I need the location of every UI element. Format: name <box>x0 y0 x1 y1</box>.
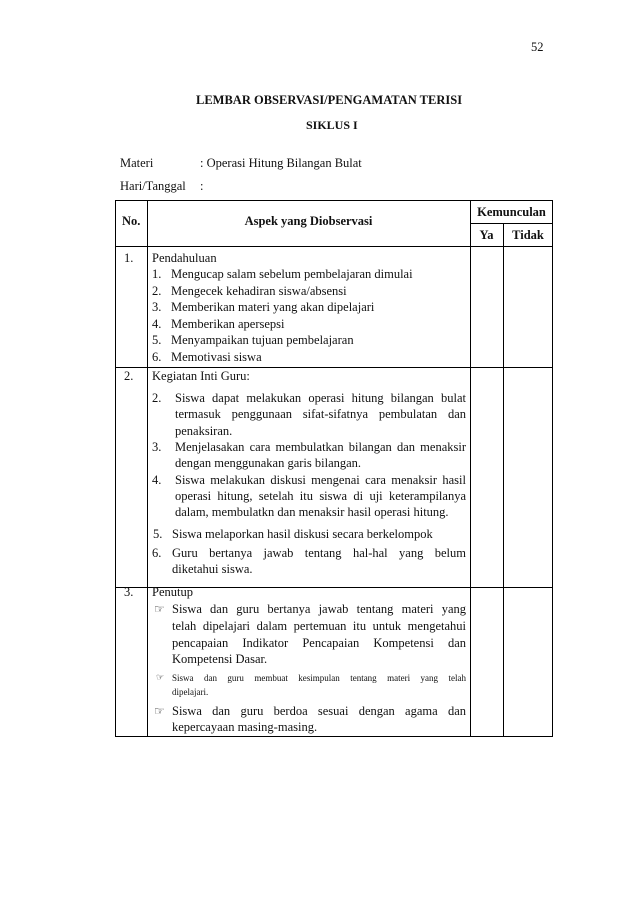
pointing-hand-icon <box>154 601 165 617</box>
item-text-line: diketahui siswa. <box>172 562 253 576</box>
column-divider <box>503 223 504 737</box>
item-text-line: pencapaian Indikator Pencapaian Kompetensi dan <box>172 636 466 650</box>
item-text-line: Siswa dan guru membuat kesimpulan tentang materi yang telah <box>172 673 466 683</box>
item-text-line: Menjelasakan cara membulatkan bilangan dan menaksir <box>175 440 466 454</box>
item-text-line: Kompetensi Dasar. <box>172 652 268 666</box>
section-heading: Kegiatan Inti Guru: <box>152 369 250 383</box>
item-text-line: Siswa melaporkan hasil diskusi secara berkelompok <box>172 527 433 541</box>
page-subtitle: SIKLUS I <box>306 118 358 132</box>
page-number: 52 <box>531 40 544 54</box>
item-number: 2. <box>152 391 162 405</box>
item-text-line: dipelajari. <box>172 687 209 697</box>
materi-label: Materi <box>120 156 154 170</box>
date-label: Hari/Tanggal <box>120 179 186 193</box>
date-value: : <box>200 179 204 193</box>
item-number: 2. <box>152 284 162 298</box>
item-number: 6. <box>152 546 162 560</box>
item-text-line: Memotivasi siswa <box>171 350 262 364</box>
item-number: 6. <box>152 350 162 364</box>
item-text-line: Siswa melakukan diskusi mengenai cara menaksir hasil <box>175 473 466 487</box>
item-text-line: Memberikan apersepsi <box>171 317 285 331</box>
row-number: 3. <box>124 585 134 599</box>
header-no: Tidak <box>512 228 544 242</box>
item-text-line: dengan menggunakan garis bilangan. <box>175 456 362 470</box>
item-text-line: penaksiran. <box>175 424 233 438</box>
item-text-line: Siswa dan guru berdoa sesuai dengan agama dan <box>172 704 466 718</box>
item-text-line: Mengucap salam sebelum pembelajaran dimulai <box>171 267 413 281</box>
item-text-line: Siswa dan guru bertanya jawab tentang materi yang <box>172 602 466 616</box>
item-text-line: Menyampaikan tujuan pembelajaran <box>171 333 354 347</box>
table-border-left <box>115 200 116 737</box>
header-bottom-border <box>115 246 553 247</box>
header-number: No. <box>122 214 141 228</box>
item-text-line: termasuk penggunaan sifat-sifatnya pembulatan dan <box>175 407 466 421</box>
materi-value: : Operasi Hitung Bilangan Bulat <box>200 156 362 170</box>
table-border-top <box>115 200 553 201</box>
item-text-line: telah dipelajari dalam pertemuan itu untuk mengetahui <box>172 619 466 633</box>
row-number: 2. <box>124 369 134 383</box>
item-number: 3. <box>152 300 162 314</box>
row-number: 1. <box>124 251 134 265</box>
item-text-line: Mengecek kehadiran siswa/absensi <box>171 284 347 298</box>
item-number: 4. <box>152 317 162 331</box>
item-number: 5. <box>152 333 162 347</box>
item-number: 5. <box>153 527 163 541</box>
header-occurrence: Kemunculan <box>477 205 546 219</box>
table-border-right <box>552 200 553 737</box>
item-text-line: Memberikan materi yang akan dipelajari <box>171 300 375 314</box>
column-divider <box>470 200 471 737</box>
page-title: LEMBAR OBSERVASI/PENGAMATAN TERISI <box>196 93 463 107</box>
table-border-bottom <box>115 736 553 737</box>
item-text-line: dalam, membulatkn dan menaksir hasil operasi hitung. <box>175 505 449 519</box>
column-divider <box>147 200 148 737</box>
section-heading: Penutup <box>152 585 193 599</box>
item-number: 3. <box>152 440 162 454</box>
item-text-line: operasi hitung, setelah itu siswa di uji keterampilanya <box>175 489 466 503</box>
item-text-line: kepercayaan masing-masing. <box>172 720 318 734</box>
item-number: 4. <box>152 473 162 487</box>
pointing-hand-icon <box>154 703 165 719</box>
header-aspect: Aspek yang Diobservasi <box>244 214 373 228</box>
header-divider <box>470 223 553 224</box>
item-number: 1. <box>152 267 162 281</box>
pointing-hand-icon <box>156 671 164 685</box>
item-text-line: Siswa dapat melakukan operasi hitung bilangan bulat <box>175 391 466 405</box>
item-text-line: Guru bertanya jawab tentang hal-hal yang belum <box>172 546 466 560</box>
header-yes: Ya <box>479 228 494 242</box>
section-heading: Pendahuluan <box>152 251 217 265</box>
